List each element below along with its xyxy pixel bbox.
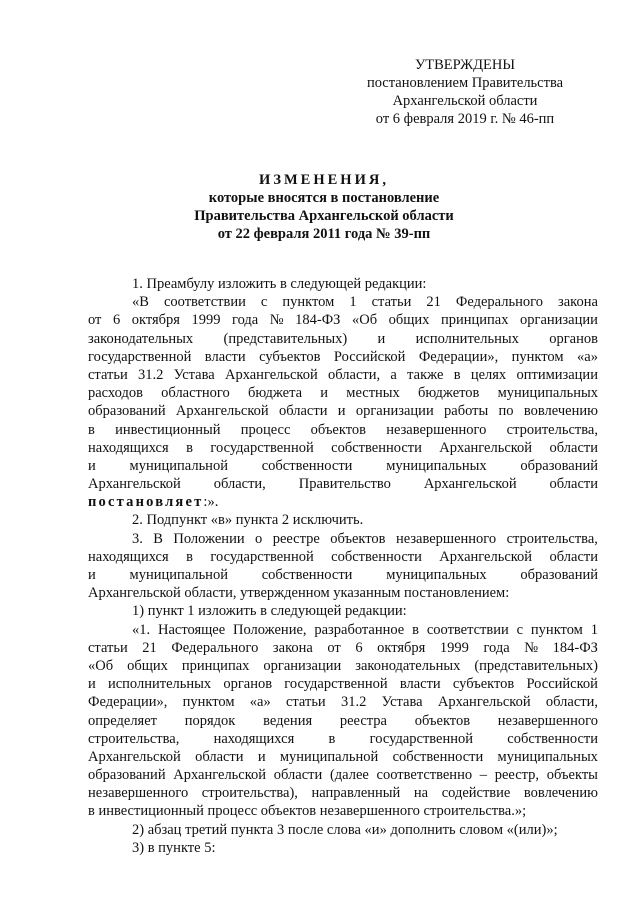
word: государственной xyxy=(369,730,474,747)
word: и xyxy=(88,567,96,583)
word: области, xyxy=(545,694,598,711)
word: Положении xyxy=(173,530,245,547)
paragraph-line xyxy=(88,675,598,693)
word: собственности xyxy=(392,748,484,765)
word: Федерального xyxy=(455,294,543,311)
word: местных xyxy=(346,385,400,402)
paragraph-line xyxy=(88,293,598,311)
word: Архангельской xyxy=(439,439,533,456)
word: образований xyxy=(520,567,598,583)
word: октября xyxy=(131,312,180,329)
word: по xyxy=(498,403,514,420)
word: № xyxy=(524,639,539,656)
word: процесс xyxy=(240,421,291,438)
title-line: Правительства Архангельской области xyxy=(194,208,454,224)
word: власти xyxy=(399,676,441,693)
word: Устава xyxy=(381,694,423,711)
word: на xyxy=(413,785,429,802)
word: законодательных xyxy=(88,330,194,347)
paragraph-line xyxy=(88,493,598,511)
word: (далее xyxy=(329,767,369,784)
word: законодательных xyxy=(355,657,461,674)
word: соответственно xyxy=(376,767,473,784)
word: областного xyxy=(161,385,230,402)
word: соответствии xyxy=(426,621,509,638)
word: собственности xyxy=(507,730,598,747)
word: области xyxy=(273,767,323,784)
document-title xyxy=(88,171,560,243)
paragraph-line xyxy=(88,311,598,329)
paragraph-line xyxy=(88,657,598,675)
word: пунктом xyxy=(182,694,235,711)
word: и xyxy=(377,330,386,347)
word: власти xyxy=(204,348,246,365)
word: 31.2 xyxy=(340,694,367,711)
word: 184-ФЗ xyxy=(552,639,598,656)
paragraph-line: 1) пункт 1 изложить в следующей редакции: xyxy=(132,603,407,620)
word: Архангельской xyxy=(88,748,181,765)
word: исполнительных xyxy=(415,330,519,347)
word: принципах xyxy=(181,657,250,674)
word: реестре xyxy=(272,530,320,547)
word: 1 xyxy=(349,294,357,311)
word: в xyxy=(186,548,193,565)
word: В xyxy=(153,530,163,547)
word: 6 xyxy=(112,312,121,329)
word: государственной xyxy=(210,439,314,456)
paragraph-line: 3) в пункте 5: xyxy=(132,839,216,856)
word: Федерации», xyxy=(88,694,168,711)
word: статьи xyxy=(88,639,128,656)
word: области xyxy=(278,403,328,420)
approval-heading: УТВЕРЖДЕНЫ xyxy=(414,57,516,73)
word: (представительных) xyxy=(223,330,348,347)
word: вовлечению xyxy=(523,403,598,420)
word: целях xyxy=(470,366,507,383)
word: муниципальной xyxy=(129,567,228,583)
word: Архангельской xyxy=(423,476,517,493)
word: и xyxy=(337,403,346,420)
word: объектов xyxy=(330,530,386,547)
word: Положение, xyxy=(233,621,307,638)
word: «Об xyxy=(351,312,378,329)
word: муниципальных xyxy=(497,385,598,402)
word: соответствии xyxy=(163,294,246,311)
word: собственности xyxy=(261,567,353,583)
title-line: от 22 февраля 2011 года № 39-пп xyxy=(217,226,431,242)
paragraph-line xyxy=(88,402,598,420)
word: реестра xyxy=(339,712,387,729)
word: Архангельской xyxy=(437,694,531,711)
word: области xyxy=(549,476,598,493)
paragraph-line xyxy=(88,530,598,548)
word: также xyxy=(407,366,444,383)
paragraph-line xyxy=(88,766,598,784)
word: оптимизации xyxy=(516,366,598,383)
word: образований xyxy=(88,403,166,420)
word: Архангельской xyxy=(224,366,318,383)
word: 1 xyxy=(590,621,598,638)
word: в xyxy=(412,621,419,638)
word: принципах xyxy=(440,312,509,329)
word: в xyxy=(453,366,461,383)
word: Федерального xyxy=(171,639,259,656)
word: Федерации», xyxy=(418,348,499,365)
word: объектов xyxy=(414,712,471,729)
word: октября xyxy=(377,639,426,656)
word: незавершенного xyxy=(88,785,189,802)
paragraph-line: в инвестиционный процесс объектов незавершенного строительства.»; xyxy=(88,803,527,820)
word: и xyxy=(88,457,96,474)
word: незавершенного xyxy=(497,712,598,729)
document-body xyxy=(88,275,598,857)
word: закона xyxy=(557,294,598,311)
word: Устава xyxy=(173,366,215,383)
word: муниципальных xyxy=(497,748,598,765)
word: собственности xyxy=(331,439,422,456)
word: года xyxy=(232,312,259,329)
word: 31.2 xyxy=(138,366,164,383)
approval-line: Архангельской области xyxy=(392,93,538,109)
word: (представительных) xyxy=(474,657,598,674)
word: строительства, xyxy=(506,421,598,438)
word: бюджета xyxy=(247,385,303,402)
word: строительства), xyxy=(201,785,298,802)
word: Российской xyxy=(526,676,598,693)
word: инвестиционный xyxy=(115,421,221,438)
word: 1999 xyxy=(191,312,221,329)
word: незавершенного xyxy=(386,421,487,438)
word: области, xyxy=(328,366,381,383)
word: Правительство xyxy=(298,476,391,493)
word: разработанное xyxy=(314,621,405,638)
word: организации xyxy=(263,657,342,674)
word: строительства, xyxy=(88,730,180,747)
paragraph-line xyxy=(88,748,598,766)
word: – xyxy=(479,767,488,784)
paragraph-line xyxy=(88,366,598,384)
word: «1. xyxy=(132,621,151,638)
word: общих xyxy=(388,312,430,329)
paragraph-line xyxy=(88,475,598,493)
paragraph-line xyxy=(88,566,598,584)
word: собственности xyxy=(331,548,422,565)
word: «В xyxy=(132,294,149,311)
word: содействие xyxy=(441,785,511,802)
word: 1999 xyxy=(439,639,469,656)
word: государственной xyxy=(210,548,314,565)
word: Архангельской xyxy=(88,476,181,493)
word: образований xyxy=(520,457,598,474)
paragraph-line xyxy=(88,421,598,439)
word: работы xyxy=(444,403,489,420)
word: статьи xyxy=(88,366,128,383)
word: общих xyxy=(127,657,168,674)
approval-date: от 6 февраля 2019 г. № 46-пп xyxy=(375,111,555,127)
paragraph-line xyxy=(88,621,598,639)
word: Архангельской xyxy=(175,403,269,420)
word: организации xyxy=(355,403,434,420)
word: пунктом xyxy=(511,348,564,365)
word: Настоящее xyxy=(157,621,226,638)
word: о xyxy=(255,530,263,547)
word: порядок xyxy=(184,712,236,729)
word: государственной xyxy=(284,676,388,693)
word: вовлечению xyxy=(523,785,598,802)
word: от xyxy=(327,639,341,656)
paragraph-line: Архангельской области, утвержденном указанным постановлением: xyxy=(88,585,510,602)
word: статьи xyxy=(285,694,326,711)
paragraph-line xyxy=(88,457,598,475)
paragraph-line: 1. Преамбулу изложить в следующей редакции: xyxy=(132,276,427,292)
paragraph-line: 2. Подпункт «в» пункта 2 исключить. xyxy=(132,512,364,529)
word: 21 xyxy=(426,294,441,311)
word: области xyxy=(549,439,598,456)
word: органов xyxy=(223,676,273,693)
word: реестр, xyxy=(494,767,540,784)
word: находящихся xyxy=(88,439,169,456)
word: 21 xyxy=(142,639,157,656)
word: находящихся xyxy=(88,548,169,565)
word: незавершенного xyxy=(395,530,497,547)
word: ведения xyxy=(263,712,313,729)
word: № xyxy=(269,312,284,329)
spaced-word: постановляет xyxy=(88,494,204,511)
paragraph-line xyxy=(88,639,598,657)
paragraph-line xyxy=(88,730,598,748)
word: года xyxy=(483,639,510,656)
word: и xyxy=(320,385,329,402)
word: а xyxy=(390,366,397,383)
word: организации xyxy=(520,312,598,329)
word: собственности xyxy=(261,457,353,474)
word: муниципальной xyxy=(279,748,379,765)
word: статьи xyxy=(371,294,412,311)
word: строительства, xyxy=(506,530,598,547)
word: «а» xyxy=(577,348,598,365)
word: направленный xyxy=(311,785,401,802)
word: с xyxy=(260,294,268,311)
word: в xyxy=(328,730,336,747)
word: Российской xyxy=(333,348,406,365)
word: субъектов xyxy=(259,348,321,365)
word: объекты xyxy=(546,767,598,784)
word: пунктом xyxy=(530,621,583,638)
word: субъектов xyxy=(452,676,515,693)
paragraph-line xyxy=(88,784,598,802)
word: в xyxy=(88,421,95,438)
word: закона xyxy=(272,639,313,656)
word: области xyxy=(195,748,244,765)
paragraph-line xyxy=(88,330,598,348)
word: находящихся xyxy=(213,730,295,747)
word: 6 xyxy=(355,639,363,656)
paragraph-line xyxy=(88,439,598,457)
word: объектов xyxy=(310,421,366,438)
word: и xyxy=(257,748,266,765)
word: государственной xyxy=(88,348,192,365)
word: бюджетов xyxy=(418,385,480,402)
word: области, xyxy=(213,476,266,493)
word: муниципальных xyxy=(386,457,487,474)
approval-stamp xyxy=(355,56,575,128)
title-line: которые вносятся в постановление xyxy=(208,190,440,206)
paragraph-line: 2) абзац третий пункта 3 после слова «и» дополнить словом «(или)»; xyxy=(132,821,558,838)
word: с xyxy=(516,621,524,638)
word: «Об xyxy=(88,657,114,674)
word: и xyxy=(88,676,96,693)
word: органов xyxy=(549,330,598,347)
word: образований xyxy=(88,767,166,784)
word: в xyxy=(186,439,193,456)
paragraph-line xyxy=(88,548,598,566)
line-tail: :». xyxy=(203,494,219,511)
word: 3. xyxy=(132,530,143,547)
word: муниципальных xyxy=(386,567,487,583)
paragraph-line xyxy=(88,693,598,711)
word: «а» xyxy=(249,694,271,711)
word: муниципальной xyxy=(129,457,228,474)
word: исполнительных xyxy=(107,676,212,693)
word: Архангельской xyxy=(173,767,267,784)
word: 184-ФЗ xyxy=(295,312,341,329)
approval-line: постановлением Правительства xyxy=(366,75,564,91)
word: от xyxy=(88,312,102,329)
paragraph-line xyxy=(88,348,598,366)
title-main: ИЗМЕНЕНИЯ, xyxy=(259,172,389,188)
word: Архангельской xyxy=(439,548,533,565)
word: области xyxy=(549,548,598,565)
word: пунктом xyxy=(282,294,335,311)
paragraph-line xyxy=(88,712,598,730)
paragraph-line xyxy=(88,384,598,402)
word: расходов xyxy=(88,385,143,402)
word: определяет xyxy=(88,712,157,729)
